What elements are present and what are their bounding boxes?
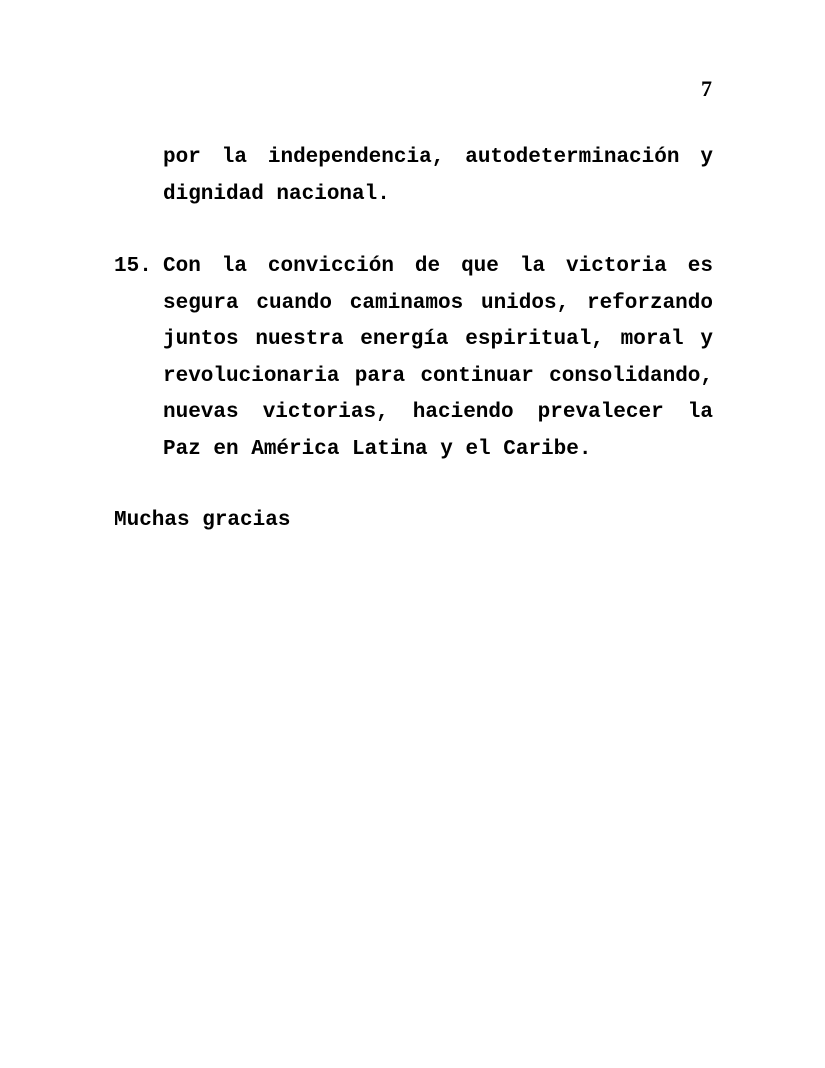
continuation-paragraph [163,140,713,213]
paragraph-line: por la independencia, autodeterminación y [163,146,713,169]
closing-text: Muchas gracias [114,509,291,532]
paragraph-line: juntos nuestra energía espiritual, moral y [163,328,713,351]
item-text [163,249,713,468]
paragraph-line: Paz en América Latina y el Caribe. [163,437,592,461]
page-number: 7 [701,76,712,101]
paragraph-line: revolucionaria para continuar consolidando, [163,364,713,388]
paragraph-line: nuevas victorias, haciendo prevalecer la [163,401,713,424]
paragraph-line: Con la convicción de que la victoria es [163,255,713,278]
item-number: 15. [114,255,152,278]
paragraph-line: segura cuando caminamos unidos, reforzando [163,291,713,315]
paragraph-line: dignidad nacional. [163,182,390,206]
